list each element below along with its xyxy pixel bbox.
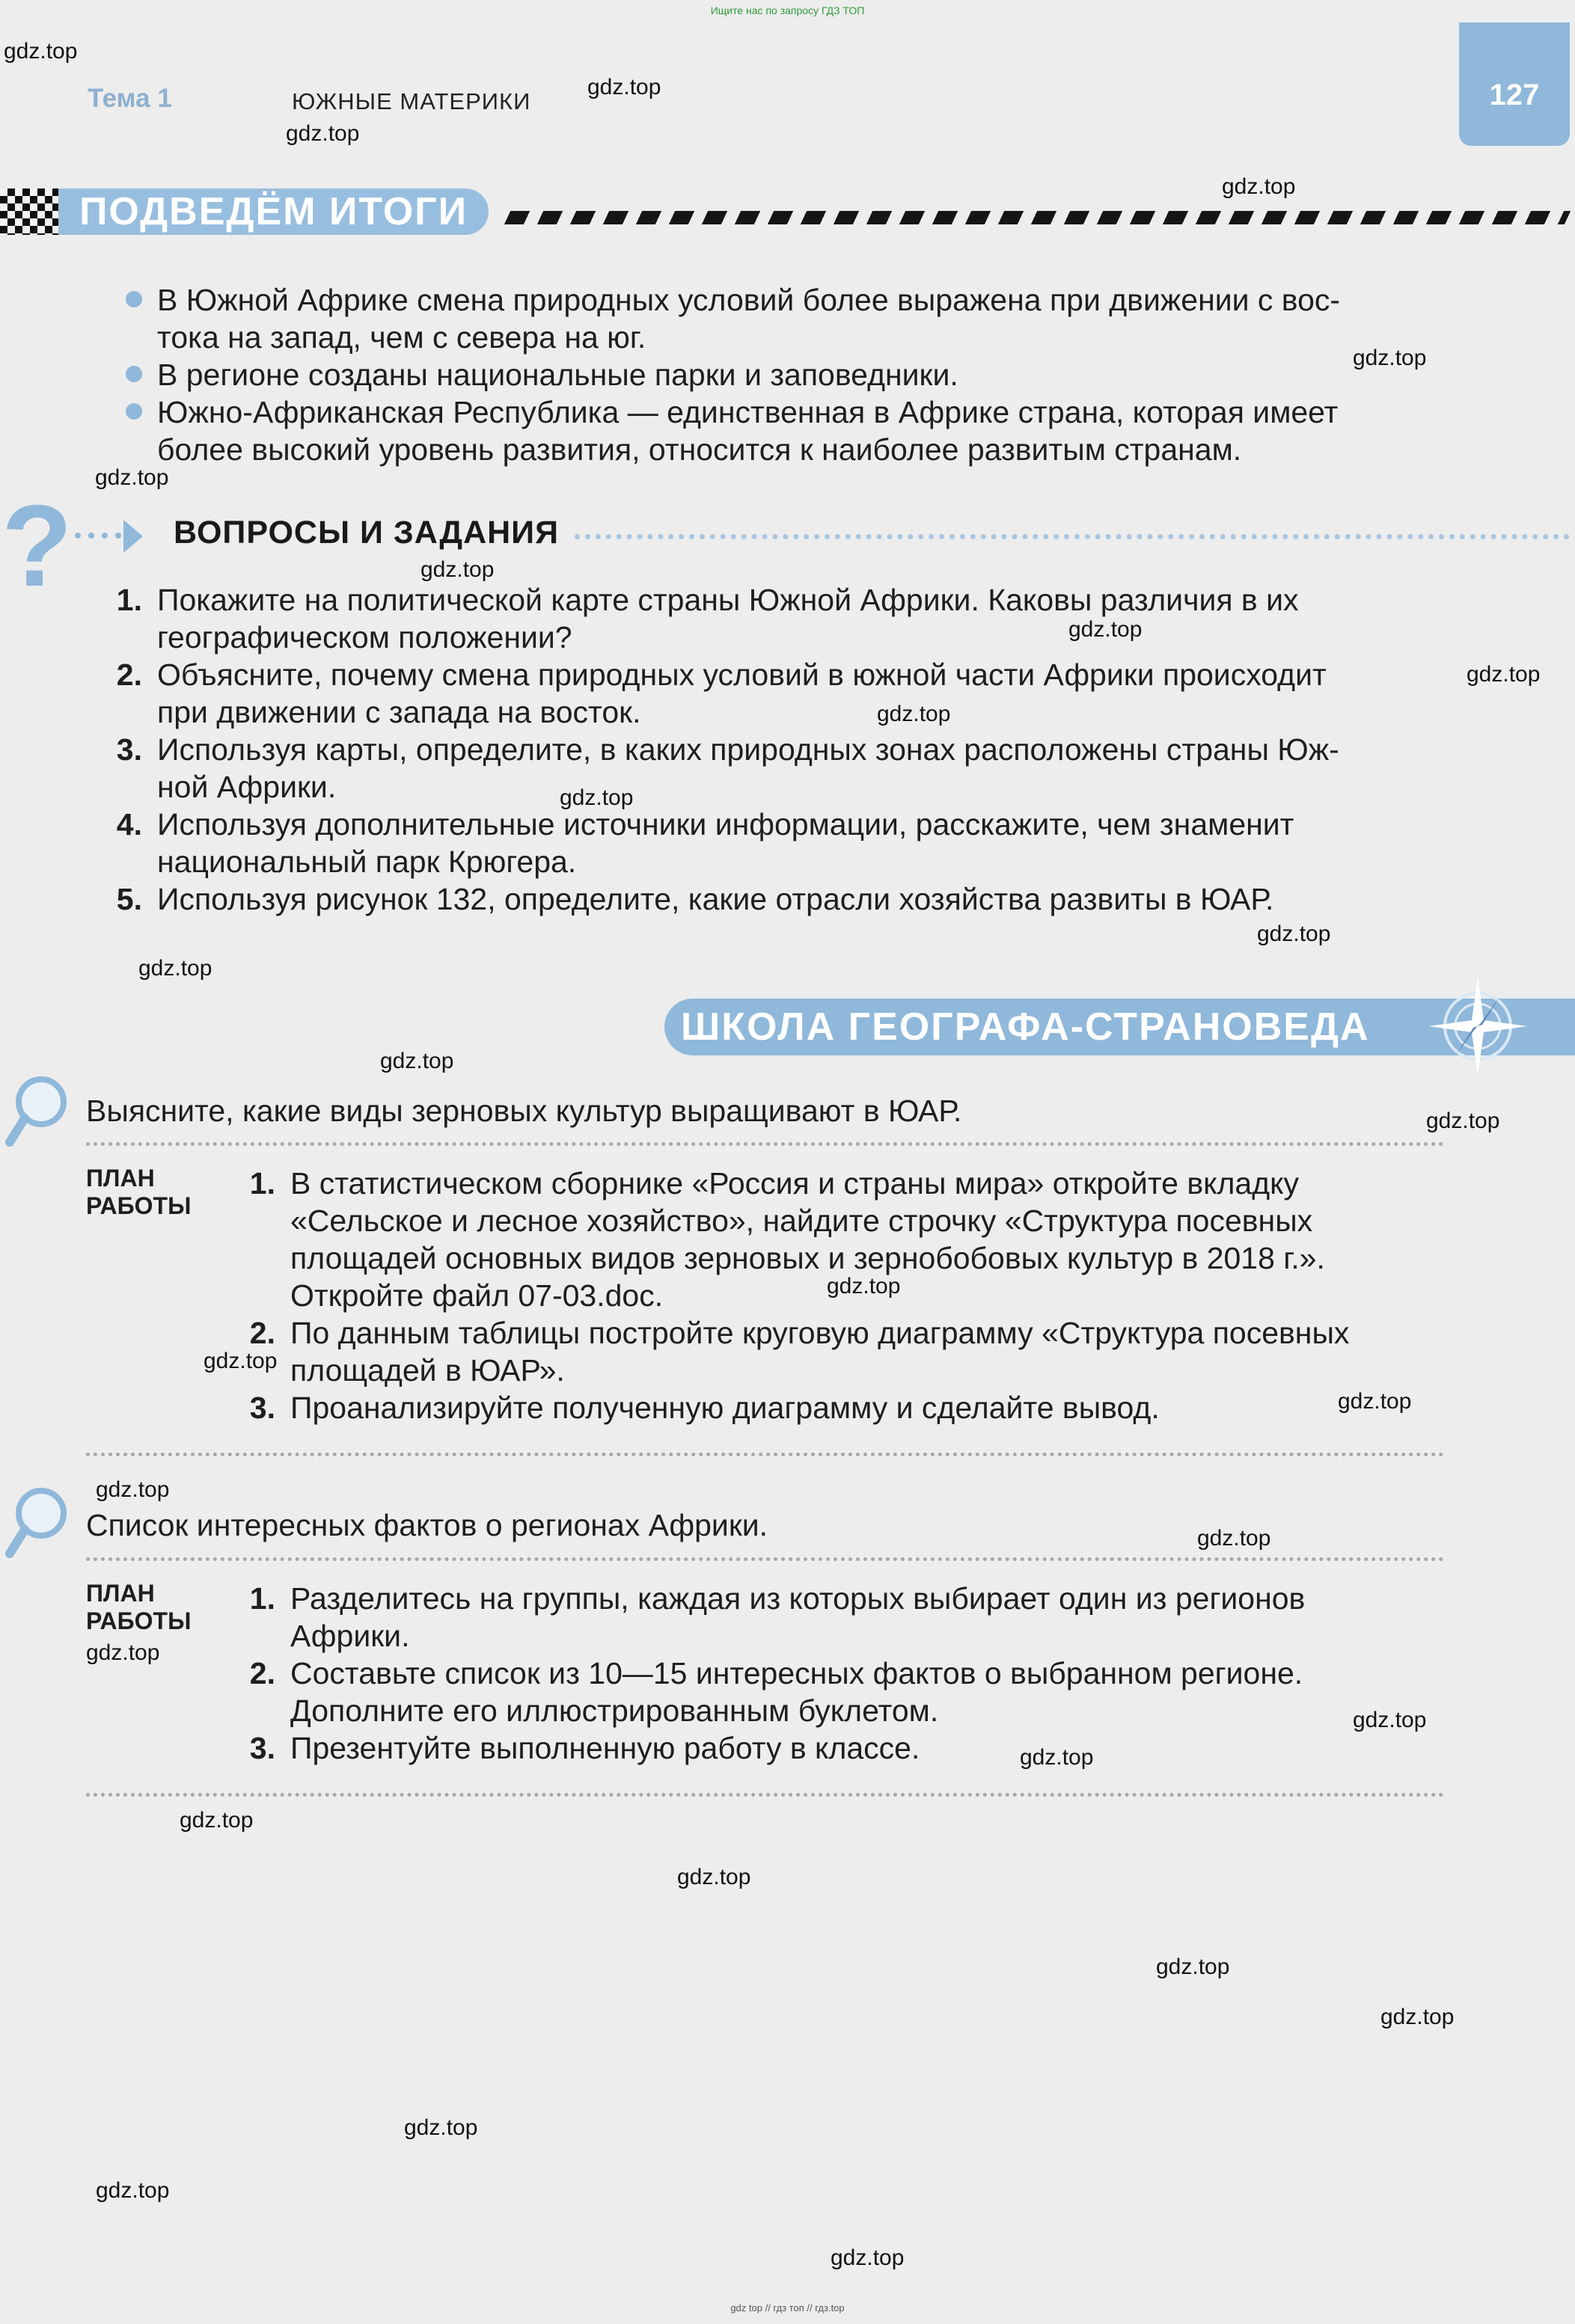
dotted-divider (86, 1557, 1444, 1561)
question-2-line-1: Объясните, почему смена природных условий в южной части Африки происходит (157, 657, 1327, 692)
watermark: gdz.top (827, 1274, 901, 1299)
watermark: gdz.top (138, 956, 212, 981)
watermark: gdz.top (587, 75, 661, 99)
summary-point-3-line-2: более высокий уровень развития, относится к наиболее развитым странам. (157, 432, 1242, 467)
question-4-line-2: национальный парк Крюгера. (157, 844, 577, 879)
task-2-step-3: Презентуйте выполненную работу в классе. (290, 1731, 920, 1765)
question-number: 2. (116, 657, 142, 692)
task-1-step-2-line-2: площадей в ЮАР». (290, 1353, 565, 1388)
question-2-line-2: при движении с запада на восток. (157, 695, 641, 729)
step-number: 3. (249, 1731, 275, 1765)
bullet-icon (126, 403, 142, 420)
task-2-title: Список интересных фактов о регионах Африки. (86, 1508, 768, 1542)
dotted-leader (75, 533, 121, 539)
school-heading: ШКОЛА ГЕОГРАФА-СТРАНОВЕДА (681, 1005, 1370, 1049)
topic-label: Тема 1 (88, 84, 172, 113)
chapter-title: ЮЖНЫЕ МАТЕРИКИ (292, 88, 531, 114)
question-number: 4. (116, 807, 142, 841)
watermark: gdz.top (420, 557, 495, 582)
footer-note: gdz top // гдз топ // гдз.top (730, 2302, 845, 2314)
watermark: gdz.top (1380, 2005, 1455, 2029)
task-2-step-1-line-1: Разделитесь на группы, каждая из которых выбирает один из регионов (290, 1581, 1306, 1616)
question-4-line-1: Используя дополнительные источники информации, расскажите, чем знаменит (157, 807, 1294, 841)
dotted-divider (86, 1142, 1444, 1146)
step-number: 3. (249, 1391, 275, 1425)
question-3-line-2: ной Африки. (157, 770, 337, 804)
watermark: gdz.top (1068, 617, 1143, 642)
task-1-step-1-line-3: площадей основных видов зерновых и зернобобовых культур в 2018 г.». (290, 1241, 1325, 1275)
plan-label-line-1: ПЛАН (86, 1165, 155, 1192)
task-2-step-2-line-1: Составьте список из 10—15 интересных фактов о выбранном регионе. (290, 1656, 1303, 1690)
watermark: gdz.top (404, 2115, 478, 2140)
questions-heading: ВОПРОСЫ И ЗАДАНИЯ (174, 515, 559, 551)
watermark: gdz.top (95, 465, 169, 490)
bullet-icon (126, 366, 142, 382)
summary-point-3-line-1: Южно-Африканская Республика — единственная в Африке страна, которая имеет (157, 395, 1339, 429)
dashed-divider (504, 211, 1571, 224)
question-1-line-2: географическом положении? (157, 620, 572, 654)
plan-label-line-2: РАБОТЫ (86, 1192, 192, 1219)
plan-label-line-1: ПЛАН (86, 1580, 155, 1607)
task-1-step-1-line-4: Откройте файл 07-03.doc. (290, 1278, 664, 1313)
summary-point-2: В регионе созданы национальные парки и заповедники. (157, 358, 958, 392)
search-hint: Ищите нас по запросу ГДЗ ТОП (710, 4, 865, 16)
task-1-title: Выясните, какие виды зерновых культур выращивают в ЮАР. (86, 1094, 962, 1128)
watermark: gdz.top (86, 1640, 160, 1665)
watermark: gdz.top (180, 1808, 254, 1833)
task-1-step-3: Проанализируйте полученную диаграмму и сделайте вывод. (290, 1391, 1160, 1425)
magnifier-icon (4, 1485, 71, 1560)
checkered-flag-icon (0, 188, 58, 235)
magnifier-icon (4, 1073, 71, 1148)
bullet-icon (126, 291, 142, 307)
watermark: gdz.top (1156, 1954, 1230, 1979)
task-2-step-2-line-2: Дополните его иллюстрированным буклетом. (290, 1693, 939, 1728)
page-number: 127 (1489, 79, 1540, 111)
question-number: 3. (116, 732, 142, 767)
task-1-step-1-line-2: «Сельское и лесное хозяйство», найдите строчку «Структура посевных (290, 1204, 1313, 1238)
question-number: 1. (116, 583, 142, 617)
task-1-step-1-line-1: В статистическом сборнике «Россия и страны мира» откройте вкладку (290, 1166, 1300, 1201)
question-3-line-1: Используя карты, определите, в каких природных зонах расположены страны Юж- (157, 732, 1339, 767)
watermark: gdz.top (204, 1349, 278, 1373)
question-mark-icon: ? (1, 481, 73, 610)
watermark: gdz.top (1426, 1109, 1500, 1133)
summary-heading: ПОДВЕДЁМ ИТОГИ (58, 188, 489, 235)
watermark: gdz.top (1222, 174, 1296, 199)
dotted-divider (575, 534, 1570, 539)
question-5: Используя рисунок 132, определите, какие отрасли хозяйства развиты в ЮАР. (157, 882, 1274, 916)
watermark: gdz.top (286, 121, 360, 146)
watermark: gdz.top (831, 2245, 905, 2270)
question-1-line-1: Покажите на политической карте страны Южной Африки. Каковы различия в их (157, 583, 1299, 617)
summary-point-1-line-2: тока на запад, чем с севера на юг. (157, 320, 646, 355)
question-number: 5. (116, 882, 142, 916)
watermark: gdz.top (1467, 662, 1541, 687)
watermark: gdz.top (877, 702, 951, 726)
watermark: gdz.top (677, 1865, 751, 1889)
watermark: gdz.top (96, 1477, 170, 1502)
summary-point-1-line-1: В Южной Африке смена природных условий более выражена при движении с вос- (157, 283, 1341, 317)
watermark: gdz.top (96, 2178, 170, 2203)
watermark: gdz.top (1353, 1708, 1427, 1732)
plan-label-line-2: РАБОТЫ (86, 1607, 192, 1634)
dotted-divider (86, 1793, 1444, 1797)
watermark: gdz.top (380, 1049, 454, 1073)
watermark: gdz.top (1197, 1526, 1271, 1551)
compass-icon (1425, 974, 1530, 1079)
step-number: 1. (249, 1166, 275, 1201)
watermark: gdz.top (560, 785, 634, 810)
watermark: gdz.top (1338, 1389, 1412, 1414)
dotted-divider (86, 1453, 1444, 1456)
watermark: gdz.top (1353, 346, 1427, 370)
task-2-step-1-line-2: Африки. (290, 1619, 410, 1653)
watermark: gdz.top (1257, 922, 1331, 946)
step-number: 2. (249, 1656, 275, 1690)
step-number: 1. (249, 1581, 275, 1616)
watermark: gdz.top (1020, 1745, 1094, 1770)
task-1-step-2-line-1: По данным таблицы постройте круговую диаграмму «Структура посевных (290, 1316, 1350, 1350)
arrow-right-icon (123, 520, 143, 553)
watermark: gdz.top (4, 39, 78, 64)
step-number: 2. (249, 1316, 275, 1350)
